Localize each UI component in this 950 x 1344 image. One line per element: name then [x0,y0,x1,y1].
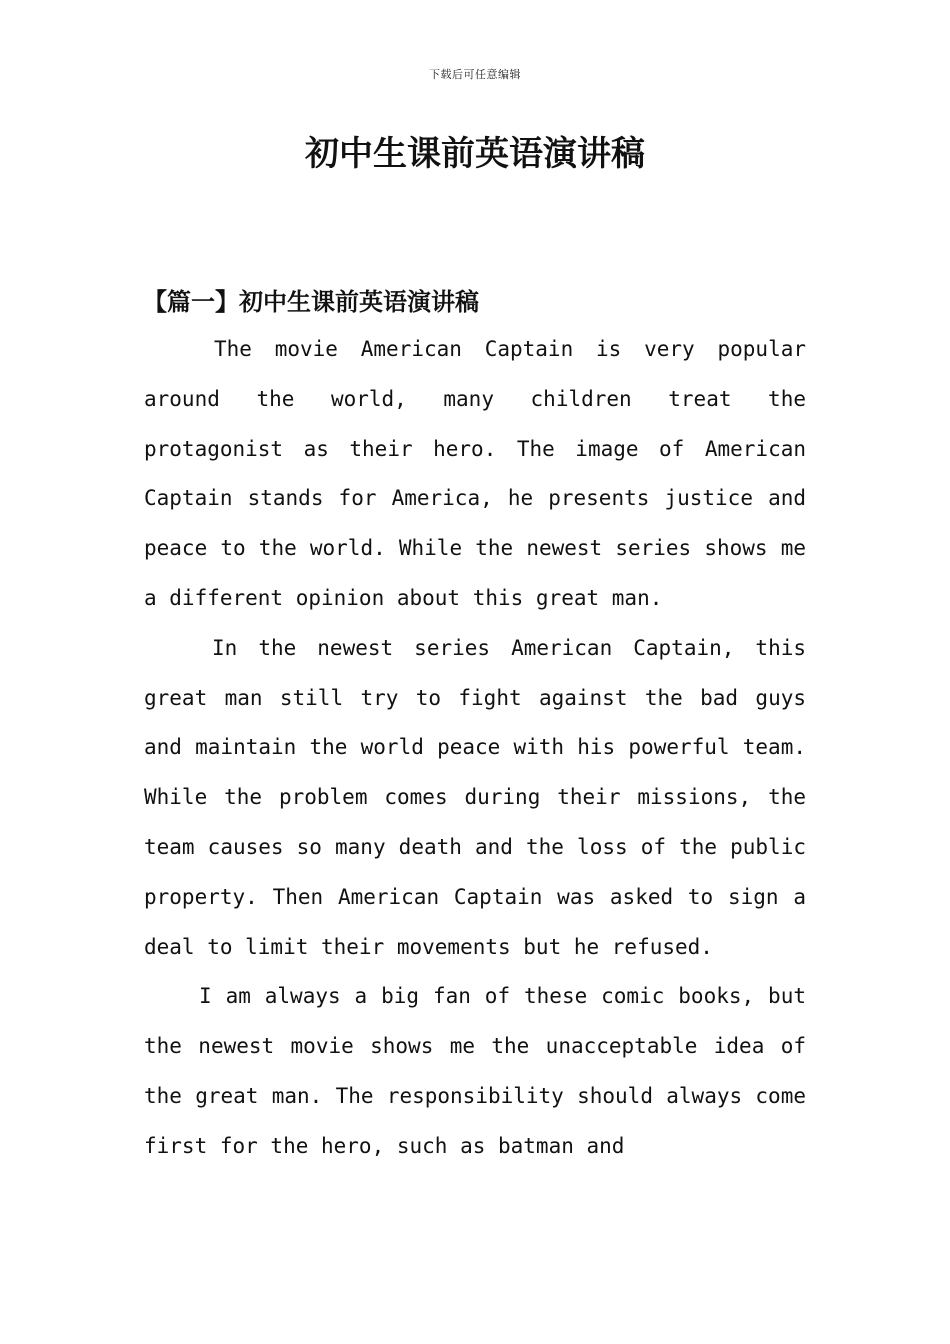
body-text [144,325,806,1172]
paragraph-3: I am always a big fan of these comic books, but the newest movie shows me the unacceptable idea of the great man. The responsibility should always come first for the hero, such as batman and [144,984,806,1158]
header-note: 下载后可任意编辑 [429,68,521,81]
document-title: 初中生课前英语演讲稿 [305,134,645,174]
paragraph-1: The movie American Captain is very popular around the world, many children treat the protagonist as their hero. The image of American Captain stands for America, he presents justice and peace to the world. While the newest series shows me a different opinion about this great man. [144,337,806,610]
section-heading: 【篇一】初中生课前英语演讲稿 [143,287,479,316]
paragraph-2: In the newest series American Captain, this great man still try to fight against the bad guys and maintain the world peace with his powerful team. While the problem comes during their missions, the team causes so many death and the loss of the public property. Then American Captain was asked to sign a deal to limit their movements but he refused. [144,635,806,959]
